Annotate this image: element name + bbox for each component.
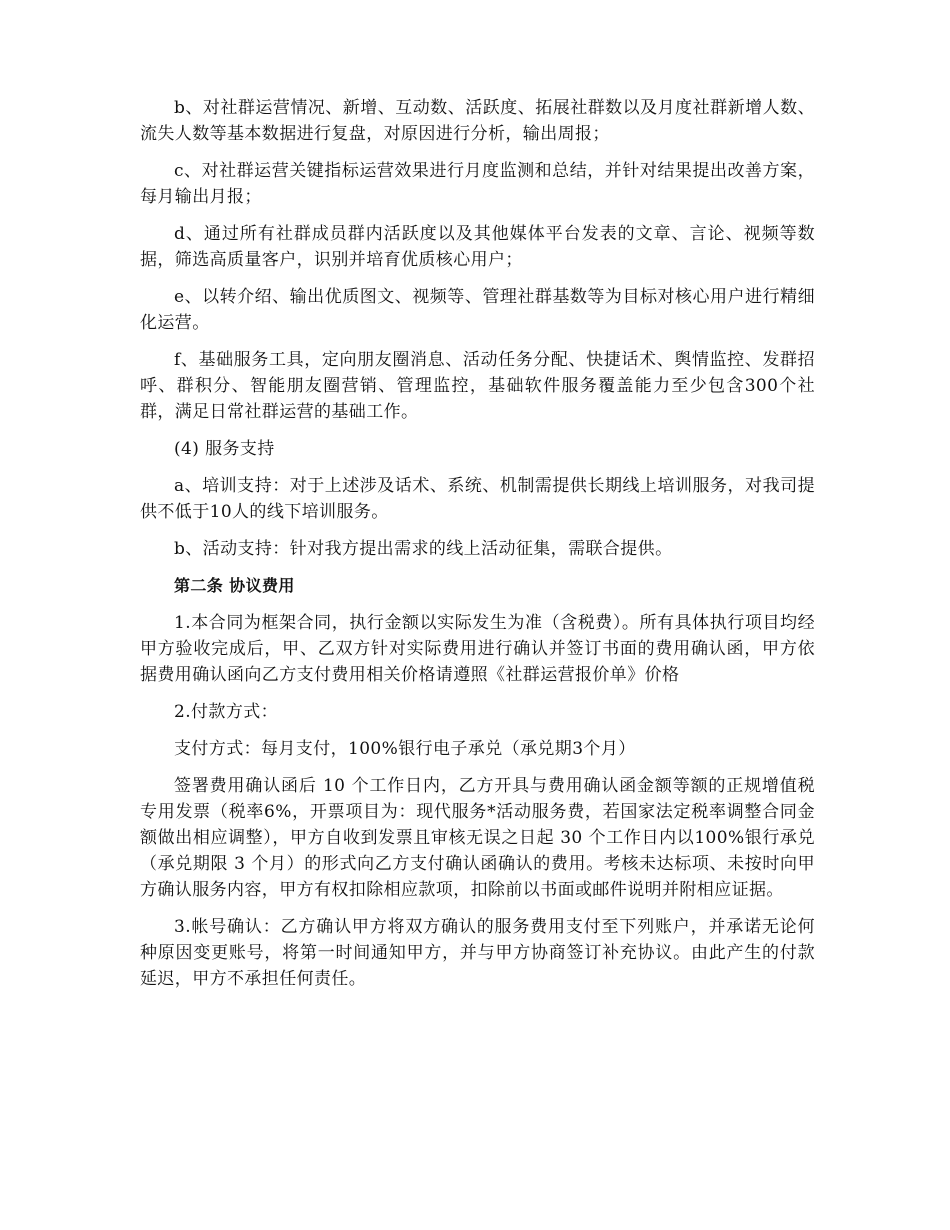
paragraph-invoice-terms: 签署费用确认函后 10 个工作日内，乙方开具与费用确认函金额等额的正规增值税专用发票（税率6%，开票项目为：现代服务*活动服务费，若国家法定税率调整合同金额做出相应调整），甲方自收到发票且审核无误之日起 30 个工作日内以100%银行承兑（承兑期限 3 个月）的形式向乙方支付确认函确认的费用。考核未达标项、未按时向甲方确认服务内容，甲方有权扣除相应款项，扣除前以书面或邮件说明并附相应证据。 — [140, 776, 815, 900]
document-page — [140, 95, 815, 1003]
paragraph-2-payment-method: 2.付款方式： — [174, 702, 279, 722]
paragraph-a-training-support: a、培训支持：对于上述涉及话术、系统、机制需提供长期线上培训服务，对我司提供不低于10人的线下培训服务。 — [140, 476, 815, 522]
paragraph-1-framework-contract: 1.本合同为框架合同，执行金额以实际发生为准（含税费）。所有具体执行项目均经甲方验收完成后，甲、乙双方针对实际费用进行确认并签订书面的费用确认函，甲方依据费用确认函向乙方支付费用相关价格请遵照《社群运营报价单》价格 — [140, 613, 815, 685]
article-two-heading: 第二条 协议费用 — [174, 576, 295, 595]
paragraph-d-core-users: d、通过所有社群成员群内活跃度以及其他媒体平台发表的文章、言论、视频等数据，筛选高质量客户，识别并培育优质核心用户； — [140, 224, 815, 270]
section-service-support: (4) 服务支持 — [174, 439, 275, 459]
paragraph-f-basic-tools: f、基础服务工具，定向朋友圈消息、活动任务分配、快捷话术、舆情监控、发群招呼、群积分、智能朋友圈营销、管理监控，基础软件服务覆盖能力至少包含300个社群，满足日常社群运营的基础工作。 — [140, 350, 815, 422]
paragraph-b-community-review: b、对社群运营情况、新增、互动数、活跃度、拓展社群数以及月度社群新增人数、流失人数等基本数据进行复盘，对原因进行分析，输出周报； — [140, 98, 815, 144]
paragraph-e-refined-operation: e、以转介绍、输出优质图文、视频等、管理社群基数等为目标对核心用户进行精细化运营。 — [140, 287, 815, 333]
paragraph-3-account-confirmation: 3.帐号确认：乙方确认甲方将双方确认的服务费用支付至下列账户，并承诺无论何种原因变更账号，将第一时间通知甲方，并与甲方协商签订补充协议。由此产生的付款延迟，甲方不承担任何责任。 — [140, 917, 815, 989]
paragraph-c-monthly-monitoring: c、对社群运营关键指标运营效果进行月度监测和总结，并针对结果提出改善方案，每月输出月报； — [140, 161, 815, 207]
paragraph-payment-mode: 支付方式：每月支付，100%银行电子承兑（承兑期3个月） — [174, 739, 636, 759]
paragraph-b-activity-support: b、活动支持：针对我方提出需求的线上活动征集，需联合提供。 — [174, 539, 673, 559]
